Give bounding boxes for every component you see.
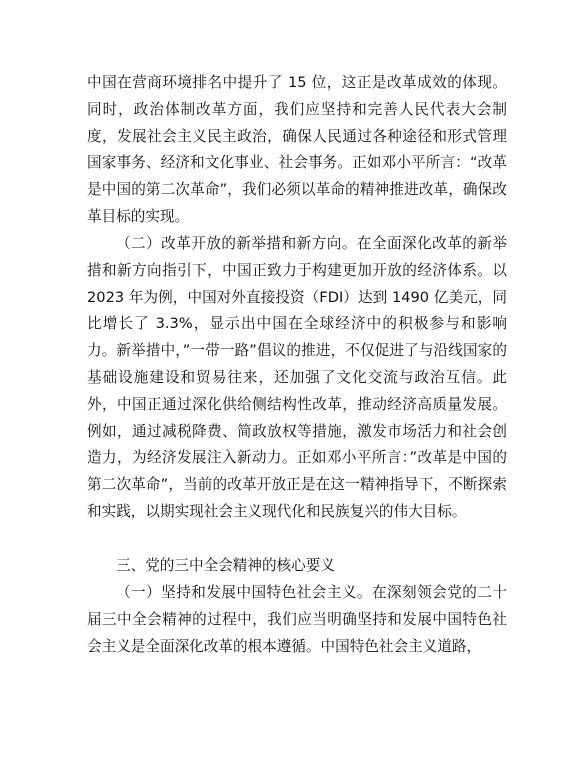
paragraph-socialism: （一）坚持和发展中国特色社会主义。在深刻领会党的二十届三中全会精神的过程中，我们应当明确坚持和发展中国特色社会主义是全面深化改革的根本遵循。中国特色社会主义道路，: [87, 584, 507, 655]
paragraph-reform-results: 中国在营商环境排名中提升了 15 位，这正是改革成效的体现。同时，政治体制改革方面，我们应坚持和完善人民代表大会制度，发展社会主义民主政治，确保人民通过各种途径和形式管理国家事务、经济和文化事业、社会事务。正如邓小平所言：“改革是中国的第二次革命”，我们必须以革命的精神推进改革，确保改革目标的实现。: [87, 74, 507, 225]
section-heading: 三、党的三中全会精神的核心要义: [116, 557, 335, 574]
paragraph-new-measures: （二）改革开放的新举措和新方向。在全面深化改革的新举措和新方向指引下，中国正致力于构建更加开放的经济体系。以 2023 年为例，中国对外直接投资（FDI）达到 1490 亿美元，同比增长了 3.3%，显示出中国在全球经济中的积极参与和影响力。新举措中，”一带一路”倡议的推进，不仅促进了与沿线国家的基础设施建设和贸易往来，还加强了文化交流与政治互信。此外，中国正通过深化供给侧结构性改革，推动经济高质量发展。例如，通过减税降费、简政放权等措施，激发市场活力和社会创造力，为经济发展注入新动力。正如邓小平所言：”改革是中国的第二次革命”，当前的改革开放正是在这一精神指导下，不断探索和实践，以期实现社会主义现代化和民族复兴的伟大目标。: [87, 235, 507, 520]
